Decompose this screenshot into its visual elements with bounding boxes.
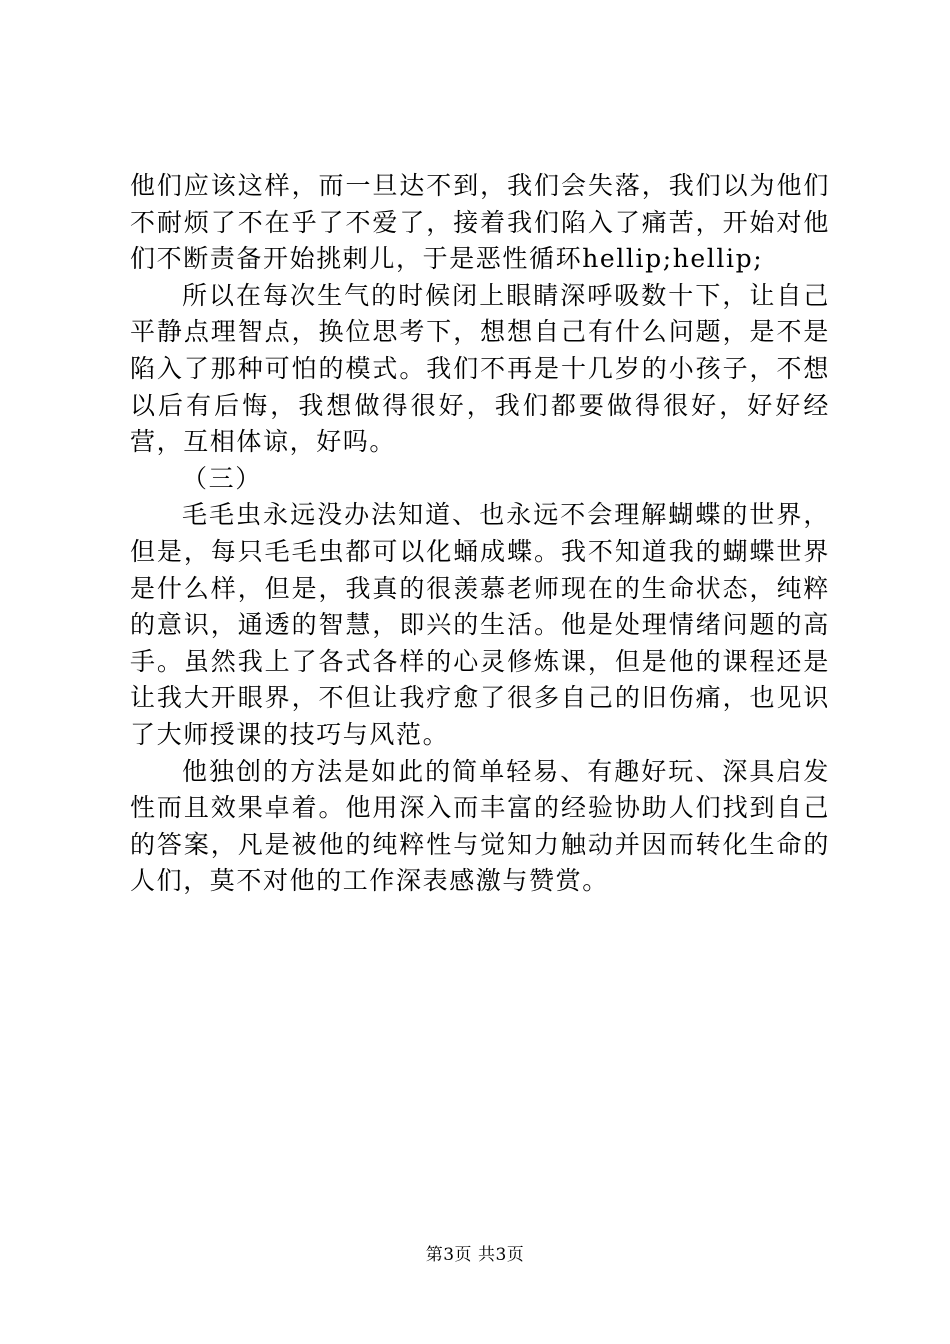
paragraph-caterpillar: 毛毛虫永远没办法知道、也永远不会理解蝴蝶的世界，但是，每只毛毛虫都可以化蛹成蝶。我不知道我的蝴蝶世界是什么样，但是，我真的很羡慕老师现在的生命状态，纯粹的意识，通透的智慧，即兴的生活。他是处理情绪问题的高手。虽然我上了各式各样的心灵修炼课，但是他的课程还是让我大开眼界，不但让我疗愈了很多自己的旧伤痛，也见识了大师授课的技巧与风范。 <box>130 500 830 749</box>
paragraph-continuation: 他们应该这样，而一旦达不到，我们会失落，我们以为他们不耐烦了不在乎了不爱了，接着我们陷入了痛苦，开始对他们不断责备开始挑剌儿，于是恶性循环hellip;hellip; <box>130 171 830 274</box>
paragraph-reflection: 所以在每次生气的时候闭上眼睛深呼吸数十下，让自己平静点理智点，换位思考下，想想自己有什么问题，是不是陷入了那种可怕的模式。我们不再是十几岁的小孩子，不想以后有后悔，我想做得很好，我们都要做得很好，好好经营，互相体谅，好吗。 <box>130 280 830 457</box>
document-body <box>130 168 830 900</box>
paragraph-method: 他独创的方法是如此的简单轻易、有趣好玩、深具启发性而且效果卓着。他用深入而丰富的经验协助人们找到自己的答案，凡是被他的纯粹性与觉知力触动并因而转化生命的人们，莫不对他的工作深表感激与赞赏。 <box>130 756 830 896</box>
page-footer: 第3页 共3页 <box>425 1245 525 1265</box>
section-heading-three: （三） <box>182 463 262 493</box>
